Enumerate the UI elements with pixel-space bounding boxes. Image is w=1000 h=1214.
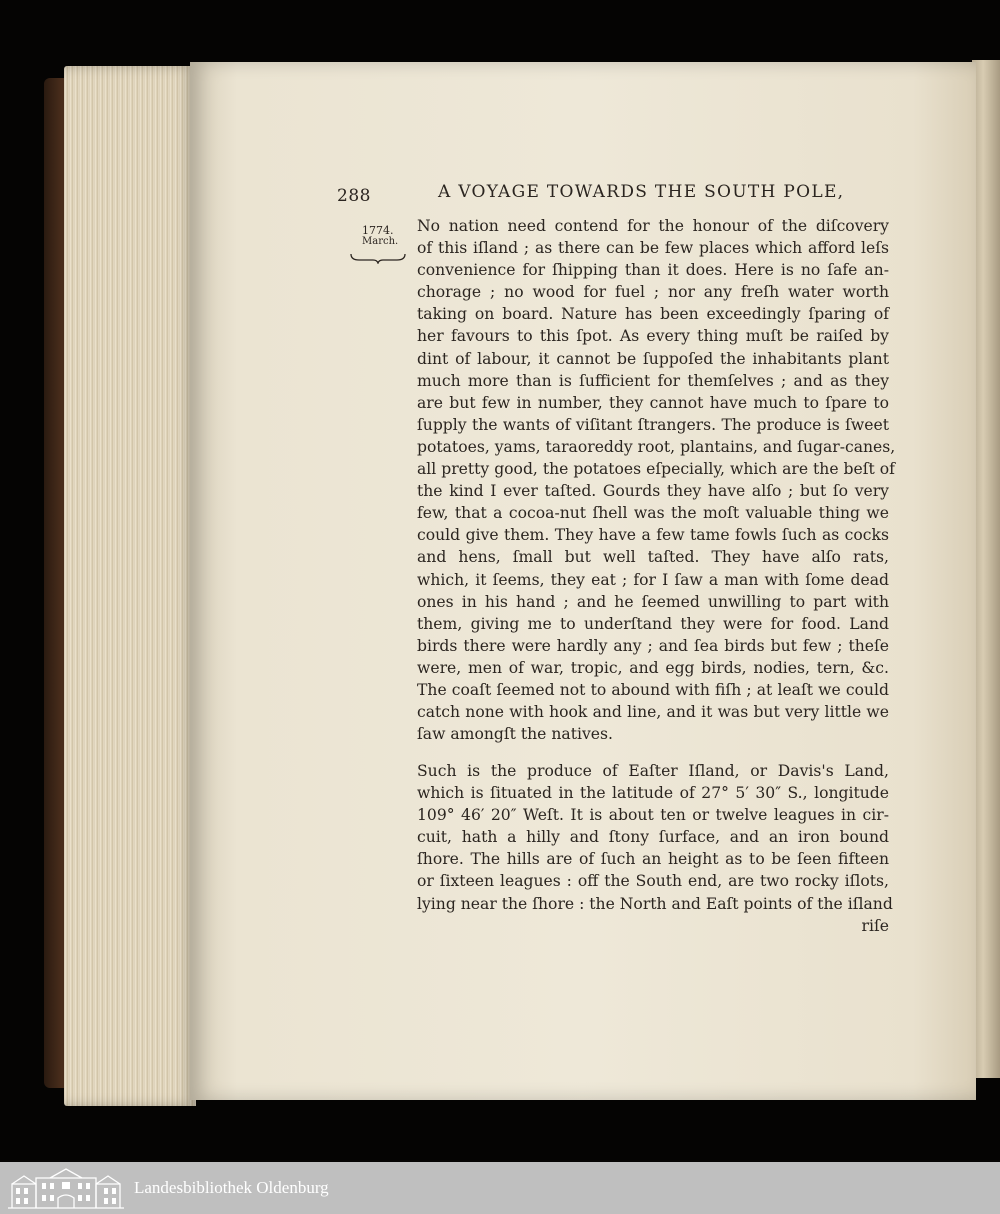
- text-line: or ſixteen leagues : off the South end, are two rocky iſlots,: [417, 872, 889, 891]
- library-building-icon: [6, 1166, 126, 1210]
- text-line: potatoes, yams, taraoreddy root, plantains, and ſugar-canes,: [417, 437, 896, 456]
- text-line: convenience for ſhipping than it does. Here is no ſafe an-: [417, 261, 889, 280]
- catchword: riſe: [861, 916, 889, 935]
- text-line: catch none with hook and line, and it was but very little we: [417, 703, 889, 722]
- text-line: ſupply the wants of viſitant ſtrangers. The produce is ſweet: [417, 415, 889, 434]
- text-line: The coaſt ſeemed not to abound with fiſh ; at leaſt we could: [417, 680, 889, 699]
- margin-note-month: March.: [362, 236, 399, 247]
- page-number: 288: [337, 186, 371, 206]
- paragraph-1: [417, 215, 896, 745]
- text-line: them, giving me to underſtand they were for food. Land: [417, 614, 889, 633]
- text-line: which, it ſeems, they eat ; for I ſaw a man with ſome dead: [417, 570, 889, 589]
- text-line: dint of labour, it cannot be ſuppoſed the inhabitants plant: [417, 349, 889, 368]
- text-line: ſaw amongſt the natives.: [417, 725, 613, 744]
- facing-page-edge: [972, 60, 1000, 1078]
- library-name: Landesbibliothek Oldenburg: [134, 1178, 329, 1197]
- text-line: birds there were hardly any ; and ſea birds but few ; theſe: [417, 636, 889, 655]
- text-line: of this iſland ; as there can be few places which afford leſs: [417, 239, 889, 258]
- page-edges: [64, 66, 196, 1106]
- running-head: A VOYAGE TOWARDS THE SOUTH POLE,: [438, 182, 845, 202]
- text-line: all pretty good, the potatoes eſpecially, which are the beſt of: [417, 460, 895, 479]
- text-line: and hens, ſmall but well taſted. They have alſo rats,: [417, 548, 889, 567]
- text-line: ſhore. The hills are of ſuch an height as to be ſeen fifteen: [417, 850, 889, 869]
- text-line: lying near the ſhore : the North and Eaſt points of the iſland: [417, 894, 893, 913]
- footer-bar: [0, 1162, 1000, 1214]
- text-line: were, men of war, tropic, and egg birds, nodies, tern, &c.: [417, 658, 889, 677]
- text-line: taking on board. Nature has been exceedingly ſparing of: [417, 305, 889, 324]
- text-line: her favours to this ſpot. As every thing muſt be raiſed by: [417, 327, 889, 346]
- margin-brace-icon: [349, 252, 407, 264]
- text-line: which is ſituated in the latitude of 27° 5′ 30″ S., longitude: [417, 784, 889, 803]
- text-line: are but few in number, they cannot have much to ſpare to: [417, 393, 889, 412]
- margin-note-year: 1774.: [362, 224, 394, 237]
- text-line: cuit, hath a hilly and ſtony ſurface, and an iron bound: [417, 828, 889, 847]
- text-line: the kind I ever taſted. Gourds they have alſo ; but ſo very: [417, 482, 889, 501]
- text-line: much more than is ſufficient for themſelves ; and as they: [417, 371, 889, 390]
- text-line: Such is the produce of Eaſter Iſland, or Davis's Land,: [417, 762, 889, 780]
- paragraph-2: [417, 760, 893, 937]
- text-line: No nation need contend for the honour of the diſcovery: [417, 217, 889, 235]
- text-line: chorage ; no wood for fuel ; nor any freſh water worth: [417, 283, 889, 302]
- text-line: few, that a cocoa-nut ſhell was the moſt valuable thing we: [417, 504, 889, 523]
- text-line: ones in his hand ; and he ſeemed unwilling to part with: [417, 592, 889, 611]
- text-line: 109° 46′ 20″ Weſt. It is about ten or twelve leagues in cir-: [417, 806, 889, 825]
- text-line: could give them. They have a few tame fowls ſuch as cocks: [417, 526, 889, 545]
